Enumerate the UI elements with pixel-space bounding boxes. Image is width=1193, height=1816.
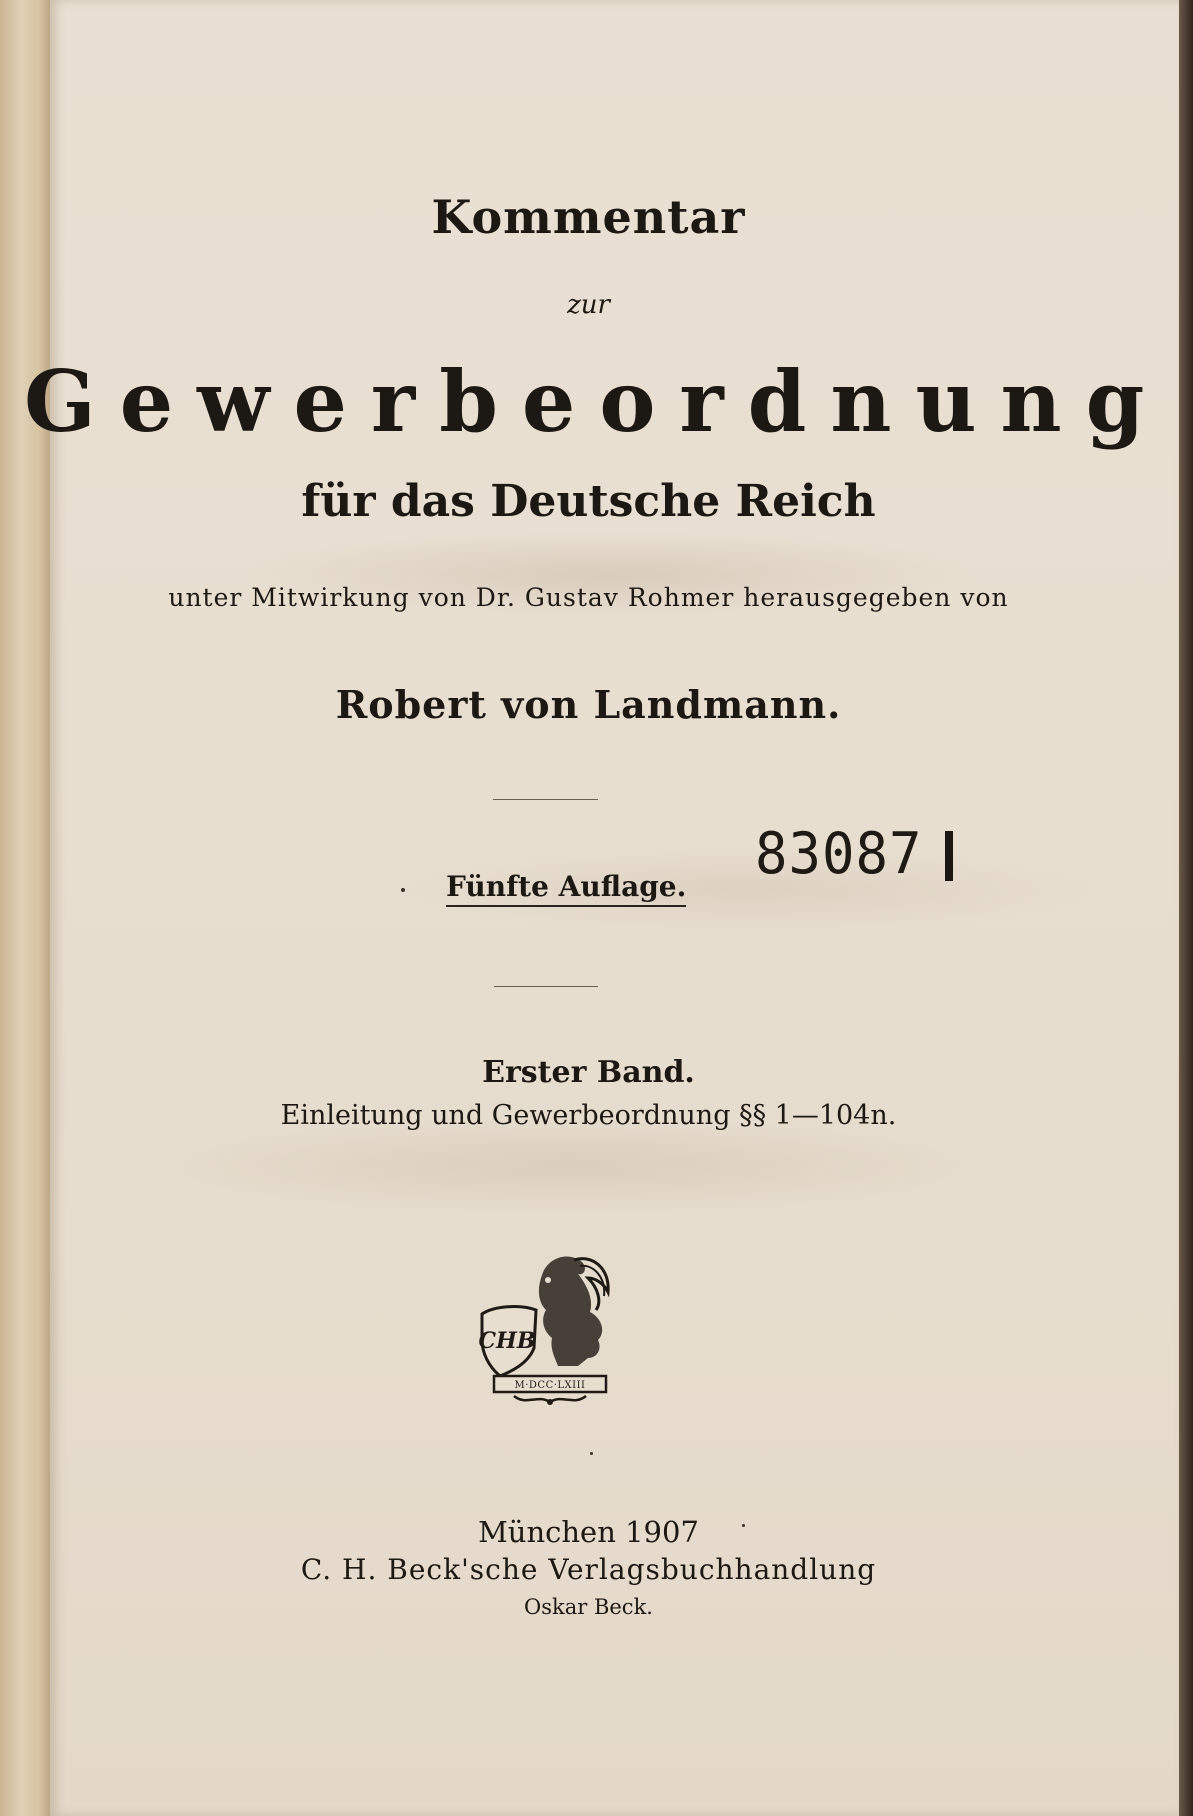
publisher-year-banner: M·DCC·LXIII [514,1380,586,1391]
publisher-monogram: CHB [478,1328,536,1354]
author-name: Robert von Landmann. [335,682,842,727]
page-outer-edge [1179,0,1193,1816]
library-stamp-number: 83087 [755,820,923,887]
paper-speck [590,1452,593,1455]
paper-speck [742,1524,745,1527]
imprint-publisher: C. H. Beck'sche Verlagsbuchhandlung [300,1553,877,1586]
griffin-publisher-mark-icon [474,1248,624,1408]
edition-label: Fünfte Auflage. [446,870,686,907]
imprint-owner: Oskar Beck. [524,1595,653,1619]
subtitle: für das Deutsche Reich [301,476,876,527]
book-title: Kommentar [431,190,746,244]
imprint-place-year: München 1907 [478,1515,699,1549]
divider-rule-top [493,799,598,800]
volume-label: Erster Band. [482,1055,695,1090]
divider-rule-bottom [494,986,598,987]
title-connector: zur [567,290,610,320]
contributors-line: unter Mitwirkung von Dr. Gustav Rohmer herausgegeben von [168,583,1009,612]
title-page [24,0,1179,1816]
paper-speck [401,888,405,892]
main-title: Gewerbeordnung [24,352,1169,451]
volume-contents: Einleitung und Gewerbeordnung §§ 1—104n. [280,1100,897,1131]
library-stamp-bar [945,831,953,881]
